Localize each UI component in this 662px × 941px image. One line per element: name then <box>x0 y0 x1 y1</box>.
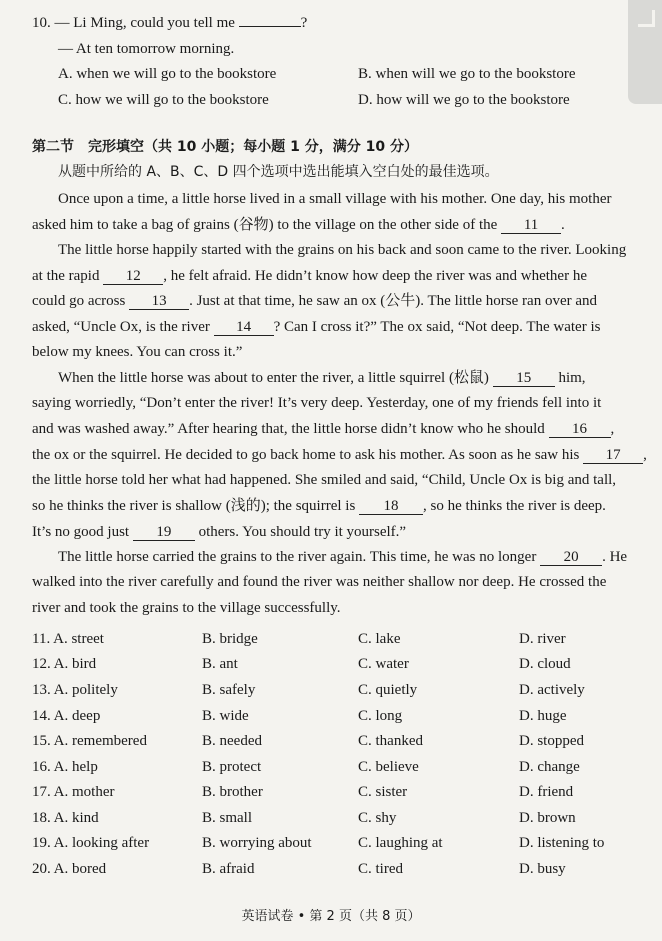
passage-line: below my knees. You can cross it.” <box>32 344 243 360</box>
q10-answer: — At ten tomorrow morning. <box>58 41 235 57</box>
choice-row: 11. A. street B. bridge C. lake D. river <box>32 631 566 647</box>
blank-15: 15 <box>493 370 555 387</box>
q10-stem: 10. — Li Ming, could you tell me ? <box>32 15 308 31</box>
passage-line: The little horse carried the grains to the river again. This time, he was no longer 20 . He <box>58 549 628 565</box>
passage-line: at the rapid 12 , he felt afraid. He didn’t know how deep the river was and whether he <box>32 268 587 284</box>
passage-line: could go across 13 . Just at that time, he saw an ox (公牛). The little horse ran over and <box>32 293 598 309</box>
choice-row: 15. A. remembered B. needed C. thanked D. stopped <box>32 733 584 749</box>
passage-line: the little horse told her what had happened. She smiled and said, “Child, Uncle Ox is big and tall, <box>32 472 617 488</box>
passage-line: asked, “Uncle Ox, is the river 14 ? Can I cross it?” The ox said, “Not deep. The water is <box>32 319 601 335</box>
q10-option-d: D. how will we go to the bookstore <box>358 92 570 108</box>
q10-blank <box>239 26 301 27</box>
q10-option-c: C. how we will go to the bookstore <box>58 92 269 108</box>
page-footer: 英语试卷 • 第 2 页（共 8 页） <box>241 909 421 924</box>
choice-row: 13. A. politely B. safely C. quietly D. actively <box>32 682 585 698</box>
blank-17: 17 <box>583 447 643 464</box>
choice-row: 16. A. help B. protect C. believe D. change <box>32 759 580 775</box>
passage-line: asked him to take a bag of grains (谷物) to the village on the other side of the 11 . <box>32 217 565 233</box>
choice-row: 20. A. bored B. afraid C. tired D. busy <box>32 861 566 877</box>
passage-line: so he thinks the river is shallow (浅的); the squirrel is 18 , so he thinks the river is deep. <box>32 498 606 514</box>
blank-16: 16 <box>549 421 611 438</box>
passage-line: saying worriedly, “Don’t enter the river! It’s very deep. Yesterday, one of my friends fell into it <box>32 395 602 411</box>
passage-line: Once upon a time, a little horse lived in a small village with his mother. One day, his mother <box>58 191 612 207</box>
blank-19: 19 <box>133 524 195 541</box>
blank-12: 12 <box>103 268 163 285</box>
blank-18: 18 <box>359 498 423 515</box>
blank-20: 20 <box>540 549 602 566</box>
passage-line: It’s no good just 19 others. You should try it yourself.” <box>32 524 407 540</box>
blank-13: 13 <box>129 293 189 310</box>
choice-row: 18. A. kind B. small C. shy D. brown <box>32 810 576 826</box>
passage-line: river and took the grains to the village successfully. <box>32 600 341 616</box>
page-corner-tab <box>628 0 662 104</box>
corner-mark-icon <box>638 10 655 27</box>
passage-line: When the little horse was about to enter the river, a little squirrel (松鼠) 15 him, <box>58 370 586 386</box>
section-title: 第二节 完形填空（共 10 小题；每小题 1 分，满分 10 分） <box>32 139 418 155</box>
choice-row: 17. A. mother B. brother C. sister D. friend <box>32 784 574 800</box>
q10-option-a: A. when we will go to the bookstore <box>58 66 277 82</box>
section-instruction: 从题中所给的 A、B、C、D 四个选项中选出能填入空白处的最佳选项。 <box>58 164 499 180</box>
passage-line: and was washed away.” After hearing that, the little horse didn’t know who he should 16 , <box>32 421 615 437</box>
passage-line: the ox or the squirrel. He decided to go back home to ask his mother. As soon as he saw his 17 , <box>32 447 647 463</box>
passage-line: The little horse happily started with the grains on his back and soon came to the river. Looking <box>58 242 627 258</box>
choice-row: 12. A. bird B. ant C. water D. cloud <box>32 656 571 672</box>
q10-option-b: B. when will we go to the bookstore <box>358 66 576 82</box>
blank-14: 14 <box>214 319 274 336</box>
blank-11: 11 <box>501 217 561 234</box>
choice-row: 14. A. deep B. wide C. long D. huge <box>32 708 567 724</box>
passage-line: walked into the river carefully and found the river was neither shallow nor deep. He crossed the <box>32 574 607 590</box>
choice-row: 19. A. looking after B. worrying about C. laughing at D. listening to <box>32 835 605 851</box>
